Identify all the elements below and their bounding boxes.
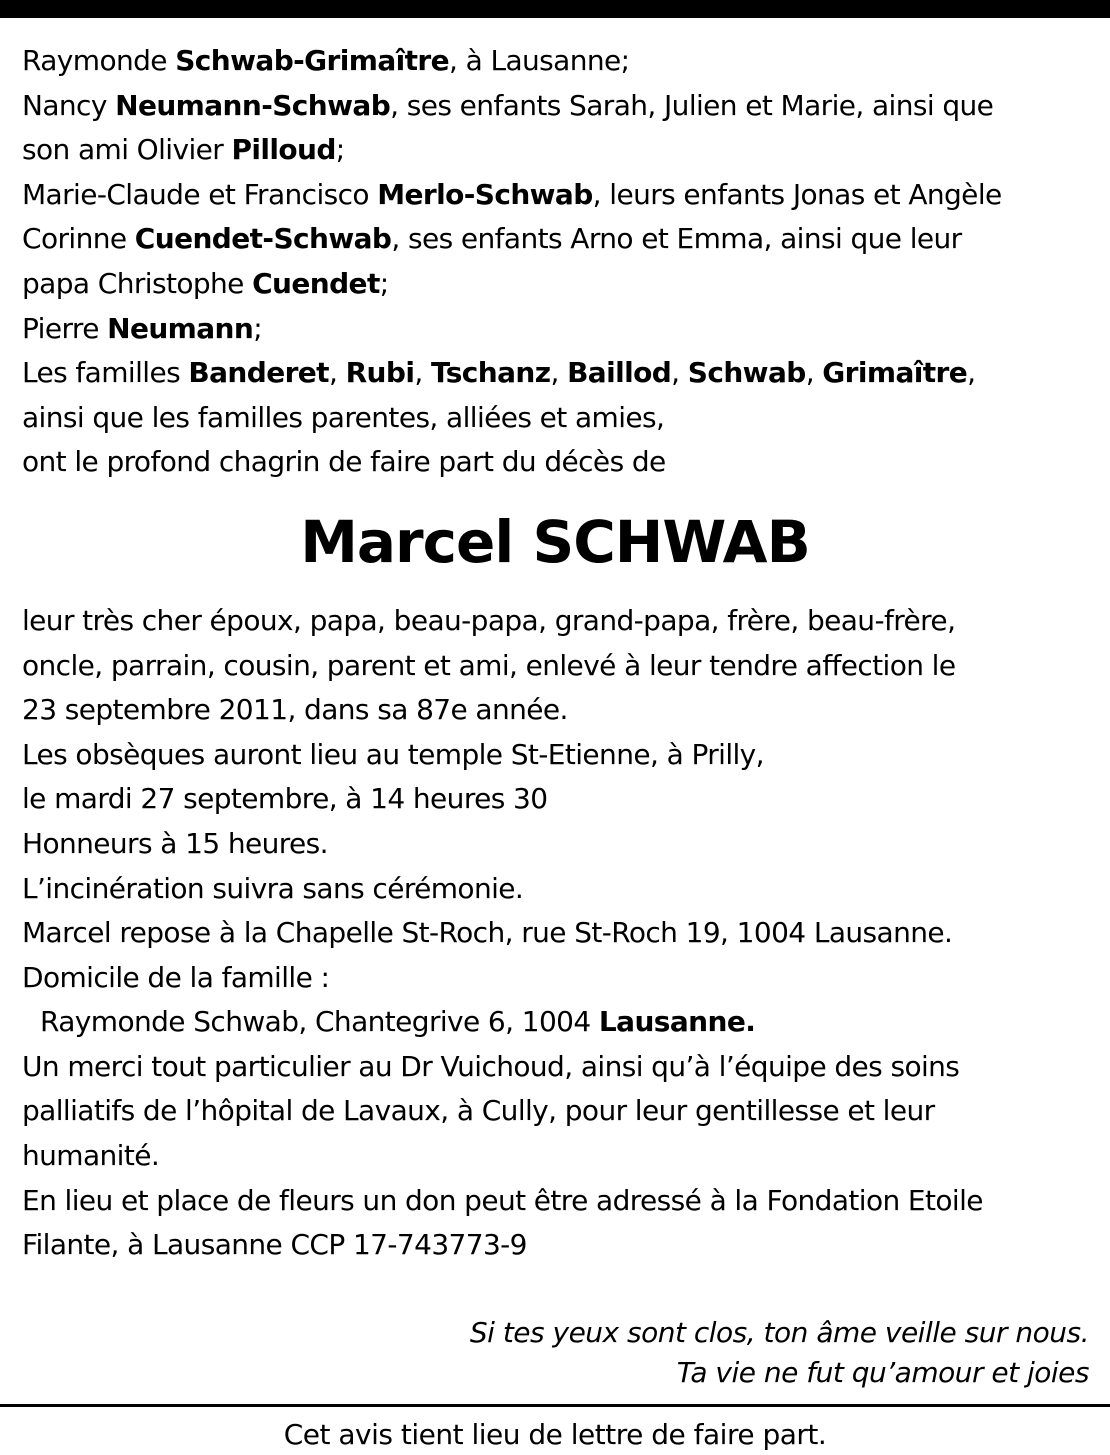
family-text: Pierre — [22, 311, 108, 345]
details-line: Domicile de la famille : — [22, 960, 330, 994]
family-surname: Tschanz — [430, 356, 551, 390]
family-line — [22, 173, 1092, 218]
family-text: Corinne — [22, 222, 135, 256]
family-text: , ses enfants Arno et Emma, ainsi que leur — [391, 222, 962, 256]
families-line — [22, 351, 1092, 396]
details-line: Filante, à Lausanne CCP 17-743773-9 — [22, 1228, 527, 1262]
family-surname: Schwab — [687, 356, 806, 390]
family-text: papa Christophe — [22, 266, 253, 300]
details-line: le mardi 27 septembre, à 14 heures 30 — [22, 782, 548, 816]
footer-note: Cet avis tient lieu de lettre de faire part. — [283, 1417, 827, 1451]
bottom-border-rule — [0, 1404, 1110, 1407]
family-text: , à Lausanne; — [449, 44, 630, 77]
family-line — [22, 262, 1092, 307]
family-text: Raymonde — [22, 44, 176, 77]
details-line: oncle, parrain, cousin, parent et ami, enlevé à leur tendre affection le — [22, 648, 956, 682]
top-border-rule — [0, 0, 1110, 18]
family-text: ; — [335, 133, 345, 167]
family-text: ; — [253, 311, 263, 345]
family-text: son ami Olivier — [22, 133, 232, 167]
family-text: ; — [379, 266, 389, 300]
spacer — [22, 1268, 1092, 1313]
separator: , — [671, 356, 688, 390]
family-surname: Cuendet — [252, 266, 380, 300]
family-surname: Schwab-Grimaître — [175, 44, 449, 77]
family-line — [22, 217, 1092, 262]
details-line: humanité. — [22, 1139, 160, 1173]
poem-line: Si tes yeux sont clos, ton âme veille sur nous. — [469, 1315, 1089, 1349]
family-surname: Neumann-Schwab — [115, 88, 391, 122]
address-city: Lausanne. — [598, 1005, 756, 1039]
details-line: Honneurs à 15 heures. — [22, 826, 328, 860]
family-line — [22, 128, 1092, 173]
details-line: leur très cher époux, papa, beau-papa, grand-papa, frère, beau-frère, — [22, 603, 956, 637]
separator: , — [805, 356, 823, 390]
details-line: Marcel repose à la Chapelle St-Roch, rue St-Roch 19, 1004 Lausanne. — [22, 916, 953, 950]
poem-line: Ta vie ne fut qu’amour et joies — [676, 1355, 1089, 1389]
family-text: Nancy — [22, 88, 116, 122]
deceased-name: Marcel SCHWAB — [300, 507, 810, 576]
family-surname: Grimaître — [822, 356, 968, 390]
separator: , — [414, 356, 431, 390]
family-text: Les familles — [22, 356, 189, 390]
family-line — [22, 39, 1092, 84]
details-line: 23 septembre 2011, dans sa 87e année. — [22, 693, 568, 727]
family-line: ainsi que les familles parentes, alliées et amies, — [22, 400, 665, 434]
separator: , — [328, 356, 346, 390]
family-text: , — [967, 356, 976, 390]
family-text: Marie-Claude et Francisco — [22, 177, 378, 211]
family-address-line — [22, 1000, 1092, 1045]
family-surname: Merlo-Schwab — [377, 177, 593, 211]
details-line: L’incinération suivra sans cérémonie. — [22, 871, 524, 905]
family-surname: Neumann — [107, 311, 254, 345]
family-surname: Banderet — [188, 356, 329, 390]
family-surname: Baillod — [567, 356, 672, 390]
separator: , — [550, 356, 568, 390]
address-text: Raymonde Schwab, Chantegrive 6, 1004 — [40, 1005, 599, 1039]
family-line: ont le profond chagrin de faire part du décès de — [22, 445, 666, 479]
obituary-notice — [22, 39, 1092, 1455]
family-text: , ses enfants Sarah, Julien et Marie, ainsi que — [390, 88, 994, 122]
details-line: palliatifs de l’hôpital de Lavaux, à Cully, pour leur gentillesse et leur — [22, 1094, 935, 1128]
details-line: Un merci tout particulier au Dr Vuichoud, ainsi qu’à l’équipe des soins — [22, 1049, 960, 1083]
family-line — [22, 84, 1092, 129]
family-surname: Pilloud — [231, 133, 336, 167]
family-text: , leurs enfants Jonas et Angèle — [592, 177, 1002, 211]
family-surname: Rubi — [345, 356, 415, 390]
details-line: Les obsèques auront lieu au temple St-Etienne, à Prilly, — [22, 737, 764, 771]
details-line: En lieu et place de fleurs un don peut être adressé à la Fondation Etoile — [22, 1183, 983, 1217]
family-surname: Cuendet-Schwab — [134, 222, 392, 256]
family-line — [22, 307, 1092, 352]
